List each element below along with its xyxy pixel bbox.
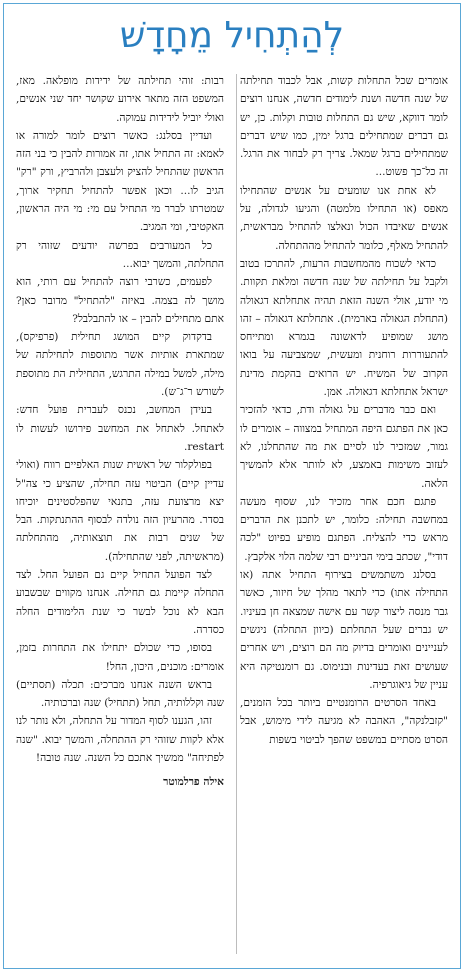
paragraph: ועדיין בסלנג: כאשר רוצים לומר למורה או לאמא: זה התחיל אתו, זה אמורות להבין כי בני הזה הראשון שהתחיל להציק ולעצבן ולהרביץ, ורק "רק" הגיב לו... וכאן אפשר להתחיל תחקיר ארוך, שמטרתו לברר מי התחיל עם מי: מי היה הראשון, האקטיבי, ומי המגיב. [16, 129, 224, 234]
paragraph: בפולקלור של ראשית שנות האלפיים רווח (ואולי עדיין קיים) הביטוי עזה תחילה, שהציע כי צה"ל יצא מרצועת עזה, בתנאי שהפלסטינים יוכיחו בסדר. מהרעיון הזה נולדה לבסוף ההתנתקות. הבל של שנים רבות את תוצאותיה, מהתחלתה (מראשיתה, לפני שהתחילה). [16, 459, 224, 563]
column-divider [236, 74, 237, 954]
article-frame [3, 3, 461, 969]
paragraph: בסופו, כדי שכולם יתחילו את התחרות בזמן, אומרים: מוכנים, היכון, החל! [16, 642, 224, 673]
paragraph: אומרים שכל התחלות קשות, אבל לכבוד תחילתה של שנה חדשה ושנת לימודים חדשה, אנחנו רוצים לומר דווקא, שיש גם התחלות טובות וקלות. כן, יש גם דברים שמתחילים ברגל ימין, כמו שיש דברים שמתחילים ברגל שמאל. צריך רק לבחור את הרגל. זה כל־כך פשוט... [240, 75, 448, 179]
paragraph: בסלנג משתמשים בצירוף התחיל אתה (או התחילה אתו) כדי לתאר מהלך של חיזור, כאשר גבר מנסה ליצור קשר עם אישה שמצאה חן בעיניו. יש גברים שעל התחלתם (כיוון התחלה) ניגשים לעניינים ואומרים בדיוק מה הם רוצים, ויש אחרים שעושים זאת בעדינות ובנימוס. גם רומנטיקה היא עניין של גיאוגרפיה. [240, 569, 448, 691]
paragraph: לא אחת אנו שומעים על אנשים שהתחילו מאפס (או התחילו מלמטה) והגיעו לגדולה, על אנשים שאיבדו הכול ונאלצו להתחיל מבראשית, להתחיל מאלף, כלומר להתחיל מההתחלה. [240, 184, 448, 252]
paragraph: לצד הפועל התחיל קיים גם הפועל החל. לצד התחלה קיימת גם תחילה. אנחנו מקווים שבשבוע הבא לא נוכל לבשר כי שנת הלימודים החלה כסדרה. [16, 569, 224, 636]
right-column [240, 72, 448, 960]
paragraph: זהו, הגענו לסוף המדור על התחלה, ולא נותר לנו אלא לקוות שזוהי רק ההתחלה, והמשך יבוא. "שנה לפתיחה" ממשיך אתכם כל השנה. שנה טובה! [16, 715, 224, 764]
paragraph: לפעמים, כשרבי רוצה להתחיל עם רותי, הוא מושך לה בצמה. באיזה "להתחיל" מדובר כאן? אתם מתחילים להבין – או להתבלבל? [16, 276, 224, 325]
author-signature: אילה פרלמוטר [163, 776, 224, 789]
paragraph: באחד הסרטים הרומנטיים ביותר בכל הזמנים, "קזבלנקה", האהבה לא מגיעה לידי מימוש, אבל הסרט מסתיים במשפט שהפך לביטוי בשפות [240, 697, 448, 746]
paragraph: ואם כבר מדברים על גאולה ודת, כדאי להזכיר כאן את הפתגם היפה המתחיל במצווה – אומרים לו גמור, שמזכיר לנו לסיים את מה שהתחלנו, לא לעזוב משימות באמצע, לא לוותר אלא להמשיך הלאה. [240, 404, 448, 490]
paragraph: בעידן המחשב, נכנס לעברית פועל חדש: לאתחל. לאתחל את המחשב פירושו לעשות לו restart. [16, 404, 224, 453]
paragraph: רבות: זוהי תחילתה של ידידות מופלאה. מאז, המשפט הזה מתאר אירוע שקושר יחד שני אנשים, ואולי יוביל לידידות עמוקה. [16, 75, 224, 124]
left-column [16, 72, 224, 960]
paragraph: בראש השנה אנחנו מברכים: תכלה (תסתיים) שנה וקללותיה, תחל (תתחיל) שנה וברכותיה. [16, 678, 224, 710]
paragraph: בדקדוק קיים המושג תחילית (פרפיקס), שמתארת אותיות אשר מתוספות לתחילתה של מילה, למשל במילה התרגש, התחילית הת מתוספת לשורש ר־ג־ש). [16, 331, 224, 399]
paragraph: כל המעורבים בפרשה יודעים שזוהי רק התחלתה, והמשך יבוא... [16, 239, 224, 270]
paragraph: כדאי לשכוח מהמחשבות הרעות, להתרכז בטוב ולקבל על תחילתה של שנה חדשה ומלאת תקוות. מי יודע, אולי השנה הזאת תהיה אתחלתא דגאולה (התחלת הגאולה בארמית). אתחלתא דגאולה – זהו מושג שמופיע לראשונה בגמרא ומתייחס להתעוררות רוחנית ומעשית, שמצביעה על בואו הקרוב של המשיח. יש הרואים בהקמת מדינת ישראל אתחלתא דגאולה. אמן. [240, 257, 448, 399]
paragraph: פתגם חכם אחר מזכיר לנו, שסוף מעשה במחשבה תחילה: כלומר, יש לתכנן את הדברים מראש כדי להצליח. הפתגם מופיע בפיוט "לכה דודי", שכתב בימי הביניים רבי שלמה הלוי אלקבץ. [240, 495, 448, 563]
article-title: לְהַתְחִיל מֵחָדָשׁ [119, 15, 345, 56]
